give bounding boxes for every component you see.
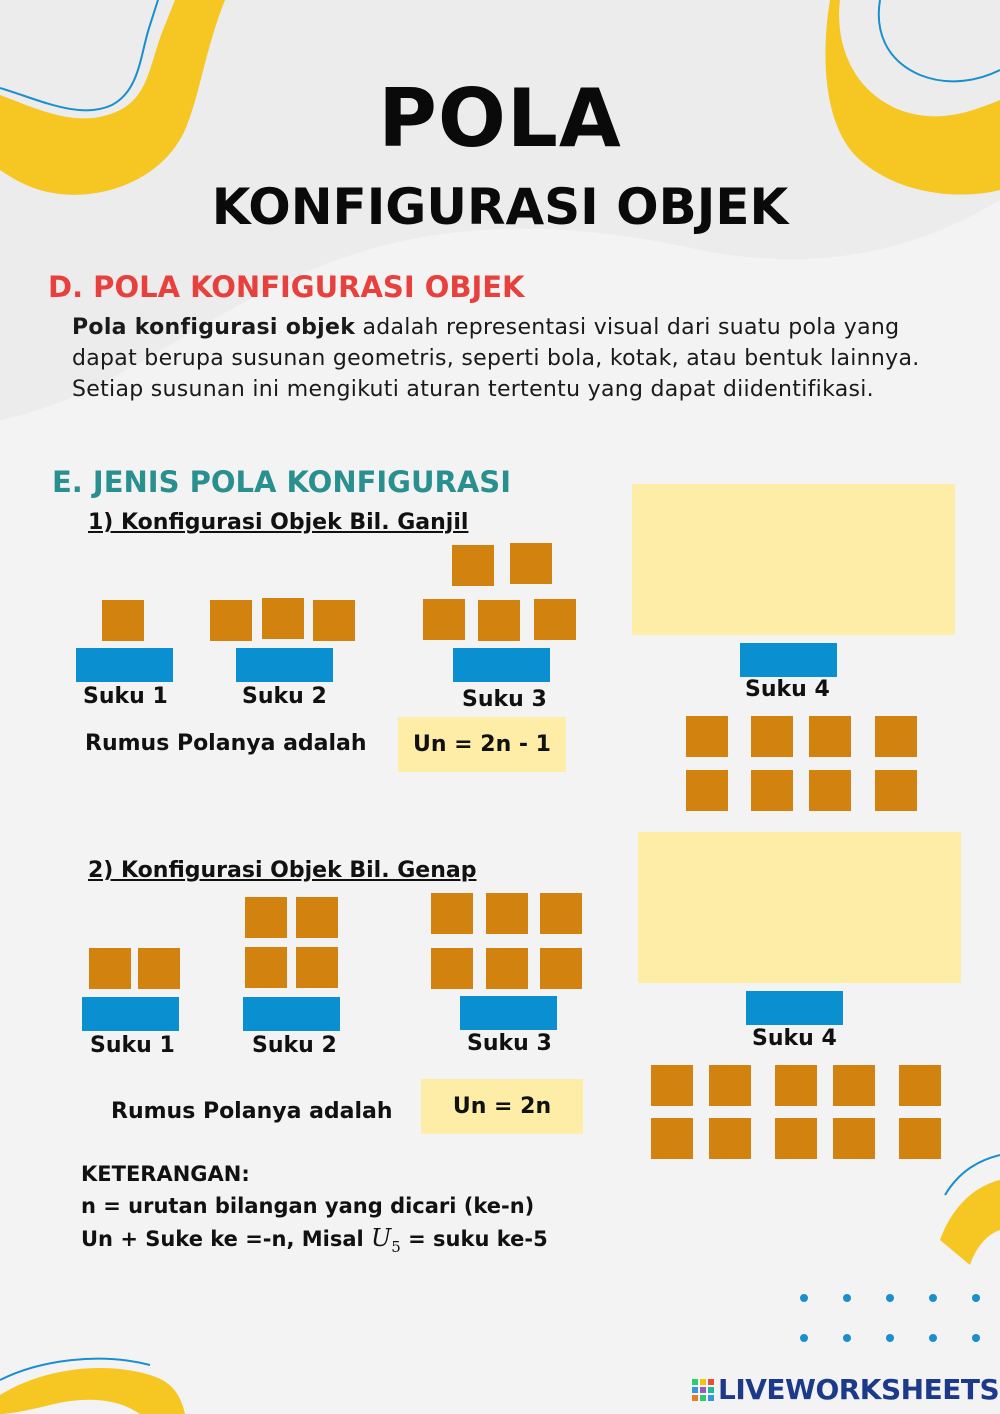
genap-suku3-box bbox=[540, 948, 582, 989]
keterangan-line-2-prefix: Un + Suke ke =-n, Misal bbox=[81, 1227, 372, 1251]
ganjil-suku3-box bbox=[510, 543, 552, 584]
genap-suku3-box bbox=[431, 948, 473, 989]
ganjil-suku2-box bbox=[210, 600, 252, 641]
ganjil-option-box[interactable] bbox=[875, 770, 917, 811]
genap-rumus-value: Un = 2n bbox=[421, 1079, 583, 1134]
ganjil-option-box[interactable] bbox=[751, 770, 793, 811]
genap-option-box[interactable] bbox=[775, 1118, 817, 1159]
genap-suku1-label: Suku 1 bbox=[90, 1033, 175, 1058]
genap-suku2-bar bbox=[243, 997, 340, 1031]
ganjil-option-box[interactable] bbox=[809, 770, 851, 811]
genap-option-box[interactable] bbox=[651, 1065, 693, 1106]
section-d-heading: D. POLA KONFIGURASI OBJEK bbox=[48, 270, 525, 304]
ganjil-option-box[interactable] bbox=[686, 716, 728, 757]
genap-suku3-box bbox=[540, 893, 582, 934]
ganjil-rumus-label: Rumus Polanya adalah bbox=[85, 731, 367, 756]
section-d-paragraph bbox=[72, 312, 962, 405]
genap-suku3-box bbox=[431, 893, 473, 934]
liveworksheets-logo[interactable] bbox=[692, 1373, 1000, 1407]
ganjil-suku2-box bbox=[262, 598, 304, 639]
ganjil-suku3-box bbox=[423, 599, 465, 640]
genap-suku2-box bbox=[296, 897, 338, 938]
keterangan-line-1: n = urutan bilangan yang dicari (ke-n) bbox=[81, 1194, 535, 1218]
genap-suku2-label: Suku 2 bbox=[252, 1033, 337, 1058]
ganjil-subheading: 1) Konfigurasi Objek Bil. Ganjil bbox=[88, 510, 469, 535]
logo-mark-icon bbox=[692, 1379, 716, 1401]
ganjil-option-box[interactable] bbox=[809, 716, 851, 757]
genap-suku3-label: Suku 3 bbox=[467, 1031, 552, 1056]
genap-option-box[interactable] bbox=[899, 1118, 941, 1159]
ganjil-suku2-label: Suku 2 bbox=[242, 684, 327, 709]
ganjil-suku3-box bbox=[452, 545, 494, 586]
section-d-term: Pola konfigurasi objek bbox=[72, 315, 356, 340]
ganjil-suku4-answer-box[interactable] bbox=[632, 484, 955, 635]
ganjil-rumus-value: Un = 2n - 1 bbox=[398, 717, 566, 772]
page-title: POLA bbox=[378, 72, 622, 165]
section-d-text: adalah representasi visual dari suatu pola yang dapat berupa susunan geometris, seperti bola, kotak, atau bentuk lainnya. Setiap susunan ini mengikuti aturan tertentu yang dapat diidentifikasi. bbox=[72, 315, 920, 402]
ganjil-suku3-bar bbox=[453, 648, 550, 682]
genap-subheading: 2) Konfigurasi Objek Bil. Genap bbox=[88, 858, 477, 883]
genap-suku1-box bbox=[138, 948, 180, 989]
genap-suku2-box bbox=[296, 947, 338, 988]
genap-suku3-box bbox=[486, 893, 528, 934]
ganjil-suku3-label: Suku 3 bbox=[462, 687, 547, 712]
ganjil-option-box[interactable] bbox=[751, 716, 793, 757]
ganjil-suku1-box bbox=[102, 600, 144, 641]
genap-suku2-box bbox=[245, 947, 287, 988]
genap-option-box[interactable] bbox=[833, 1118, 875, 1159]
ganjil-option-box[interactable] bbox=[686, 770, 728, 811]
keterangan-line-2-suffix: = suku ke-5 bbox=[400, 1227, 548, 1251]
genap-suku1-box bbox=[89, 948, 131, 989]
genap-option-box[interactable] bbox=[651, 1118, 693, 1159]
ganjil-suku2-bar bbox=[236, 648, 333, 682]
section-e-heading: E. JENIS POLA KONFIGURASI bbox=[52, 465, 511, 499]
genap-suku2-box bbox=[245, 897, 287, 938]
genap-suku4-bar bbox=[746, 991, 843, 1025]
ganjil-suku4-bar bbox=[740, 643, 837, 677]
genap-suku4-answer-box[interactable] bbox=[638, 832, 961, 983]
ganjil-option-box[interactable] bbox=[875, 716, 917, 757]
keterangan-block bbox=[81, 1158, 548, 1263]
ganjil-suku1-label: Suku 1 bbox=[83, 684, 168, 709]
ganjil-suku1-bar bbox=[76, 648, 173, 682]
ganjil-suku4-label: Suku 4 bbox=[745, 677, 830, 702]
genap-option-box[interactable] bbox=[899, 1065, 941, 1106]
genap-option-box[interactable] bbox=[709, 1118, 751, 1159]
genap-suku3-box bbox=[486, 948, 528, 989]
u5-symbol: $U_5$ bbox=[371, 1224, 401, 1256]
ganjil-suku3-box bbox=[478, 600, 520, 641]
keterangan-heading: KETERANGAN: bbox=[81, 1162, 250, 1186]
genap-suku4-label: Suku 4 bbox=[752, 1026, 837, 1051]
genap-option-box[interactable] bbox=[709, 1065, 751, 1106]
genap-suku1-bar bbox=[82, 997, 179, 1031]
keterangan-line-2 bbox=[81, 1222, 548, 1263]
ganjil-suku3-box bbox=[534, 599, 576, 640]
logo-text: LIVEWORKSHEETS bbox=[718, 1373, 1000, 1406]
genap-rumus-label: Rumus Polanya adalah bbox=[111, 1099, 393, 1124]
page-subtitle: KONFIGURASI OBJEK bbox=[211, 178, 789, 236]
genap-option-box[interactable] bbox=[775, 1065, 817, 1106]
genap-option-box[interactable] bbox=[833, 1065, 875, 1106]
genap-suku3-bar bbox=[460, 996, 557, 1030]
ganjil-suku2-box bbox=[313, 600, 355, 641]
